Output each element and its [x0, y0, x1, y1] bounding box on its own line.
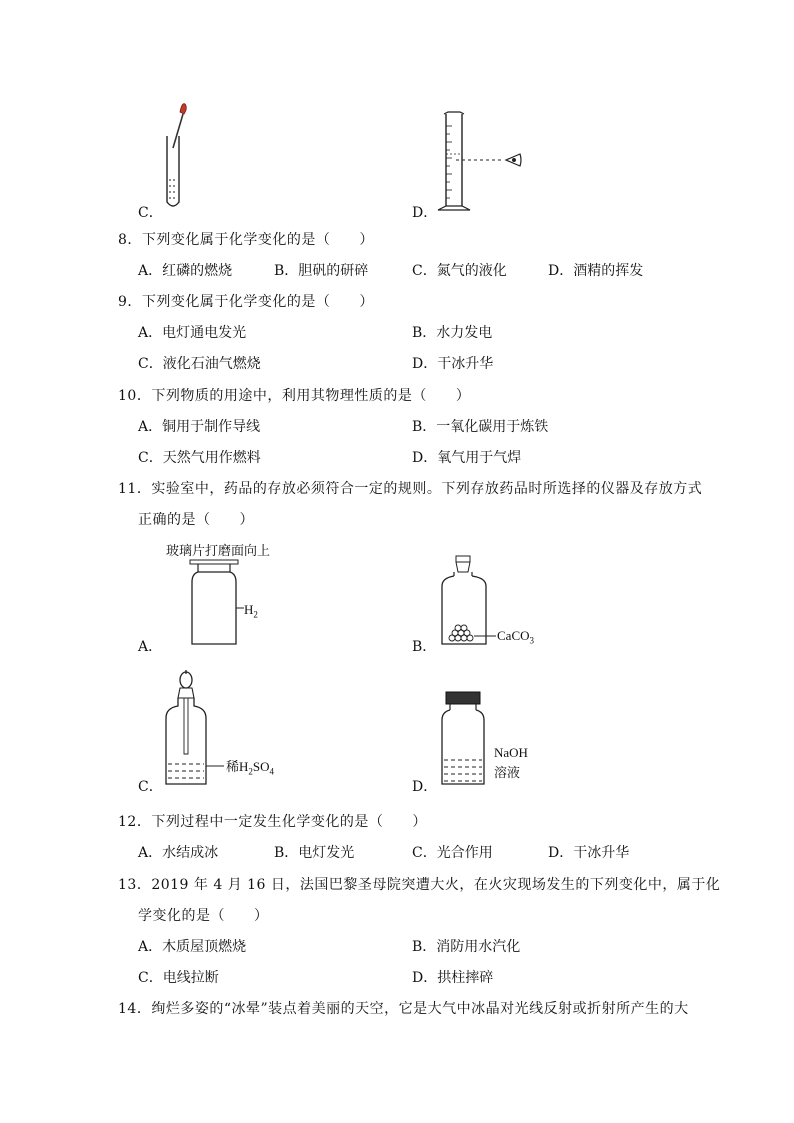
q13-option-c[interactable]: C．电线拉断: [138, 970, 219, 986]
q8-option-c[interactable]: C．氮气的液化: [412, 263, 507, 279]
q13-stem-line2: 学变化的是（ ）: [138, 908, 269, 924]
q13-option-b[interactable]: B．消防用水汽化: [412, 939, 521, 955]
gas-bottle-glass-plate-icon: [188, 558, 248, 648]
q12-option-c[interactable]: C．光合作用: [412, 845, 493, 861]
test-tube-dropper-icon: [158, 100, 198, 215]
q11-option-a[interactable]: A．: [138, 639, 163, 655]
q10-option-d[interactable]: D．氧气用于气焊: [412, 450, 522, 466]
q9-option-c[interactable]: C．液化石油气燃烧: [138, 356, 261, 372]
q13-option-d[interactable]: D．拱柱摔碎: [412, 970, 494, 986]
q12-option-a[interactable]: A．水结成冰: [138, 845, 219, 861]
q11-stem-line2: 正确的是（ ）: [138, 512, 254, 528]
q11-d-naoh-label: NaOH: [494, 745, 528, 760]
q13-option-a[interactable]: A．木质屋顶燃烧: [138, 939, 247, 955]
q10-option-b[interactable]: B．一氧化碳用于炼铁: [412, 419, 549, 435]
q11-a-h2-label: $H_2$: [244, 602, 258, 620]
q12-option-b[interactable]: B．电灯发光: [274, 845, 355, 861]
q9-option-a[interactable]: A．电灯通电发光: [138, 325, 247, 341]
q7-option-d-label: D．: [412, 205, 438, 221]
q9-stem: 9．下列变化属于化学变化的是（ ）: [118, 294, 374, 310]
q7-option-c-label: C．: [138, 205, 163, 221]
q8-option-a[interactable]: A．红磷的燃烧: [138, 263, 233, 279]
q11-stem-line1: 11．实验室中，药品的存放必须符合一定的规则。下列存放药品时所选择的仪器及存放方式: [118, 481, 703, 497]
q11-option-d[interactable]: D．: [412, 779, 438, 795]
q10-option-c[interactable]: C．天然气用作燃料: [138, 450, 261, 466]
q9-option-b[interactable]: B．水力发电: [412, 325, 493, 341]
q11-a-caption: 玻璃片打磨面向上: [166, 544, 271, 559]
q11-option-c[interactable]: C．: [138, 779, 163, 795]
q13-stem-line1: 13．2019 年 4 月 16 日，法国巴黎圣母院突遭大火，在火灾现场发生的下列变化中，属于化: [118, 877, 721, 893]
q8-option-b[interactable]: B．胆矾的研碎: [274, 263, 369, 279]
q11-option-b[interactable]: B．: [412, 639, 437, 655]
q8-stem: 8．下列变化属于化学变化的是（ ）: [118, 232, 374, 248]
q14-stem-line1: 14．绚烂多姿的“冰晕”装点着美丽的天空，它是大气中冰晶对光线反射或折射所产生的大: [118, 1001, 689, 1017]
q10-option-a[interactable]: A．铜用于制作导线: [138, 419, 261, 435]
q11-c-h2so4-label: 稀$H_2SO_4$: [226, 759, 275, 777]
reagent-bottle-solid-icon: [436, 556, 506, 651]
q9-option-d[interactable]: D．干冰升华: [412, 356, 494, 372]
q11-b-caco3-label: CaCO$_3$: [497, 628, 534, 646]
q12-option-d[interactable]: D．干冰升华: [548, 845, 630, 861]
graduated-cylinder-eye-icon: [436, 110, 536, 215]
q12-stem: 12．下列过程中一定发生化学变化的是（ ）: [118, 814, 427, 830]
dropper-bottle-icon: [160, 668, 230, 788]
q11-d-solution-label: 溶液: [494, 766, 521, 781]
q10-stem: 10．下列物质的用途中，利用其物理性质的是（ ）: [118, 388, 471, 404]
q8-option-d[interactable]: D．酒精的挥发: [548, 263, 644, 279]
